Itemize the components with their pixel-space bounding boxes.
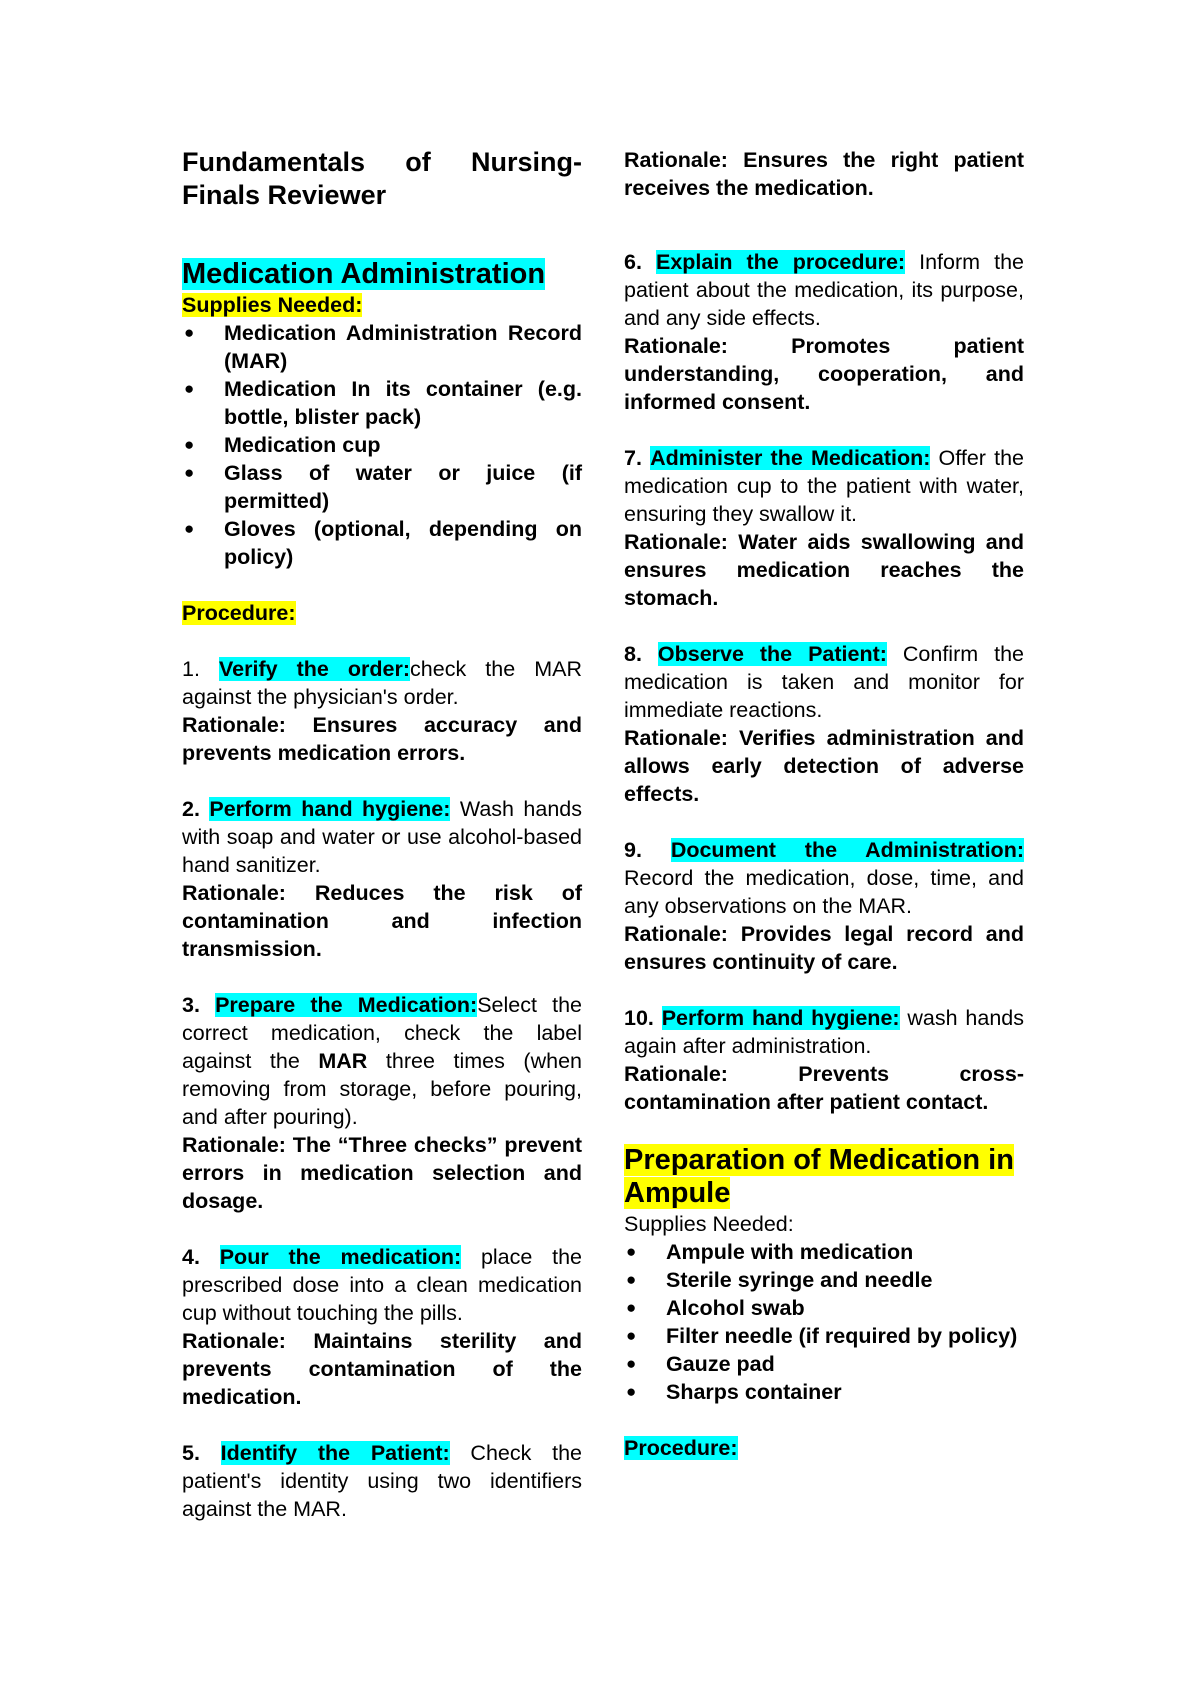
list-item: ● Ampule with medication xyxy=(624,1238,1024,1266)
step-10: 10. Perform hand hygiene: wash hands again after administration. Rationale: Prevents cross-contamination after patient contact. xyxy=(624,1006,1024,1114)
rationale: Rationale: Reduces the risk of contamination and infection transmission. xyxy=(182,881,582,961)
step-heading: Observe the Patient: xyxy=(657,642,887,666)
step-3: 3. Prepare the Medication:Select the correct medication, check the label against the MAR three times (when removing from storage, before pouring, and after pouring). Rationale: The “Three checks” prevent errors in medication selection and dosage. xyxy=(182,993,582,1213)
rationale: Rationale: Promotes patient understanding, cooperation, and informed consent. xyxy=(624,334,1024,414)
step-1: 1. Verify the order:check the MAR against the physician's order. Rationale: Ensures accuracy and prevents medication errors. xyxy=(182,657,582,765)
section-heading-medication-administration: Medication Administration xyxy=(182,258,546,290)
rationale: Rationale: Ensures the right patient receives the medication. xyxy=(624,148,1024,200)
step-9: 9. Document the Administration: Record the medication, dose, time, and any observations on the MAR. Rationale: Provides legal record and ensures continuity of care. xyxy=(624,838,1024,974)
rationale: Rationale: Water aids swallowing and ensures medication reaches the stomach. xyxy=(624,530,1024,610)
rationale: Rationale: Ensures accuracy and prevents medication errors. xyxy=(182,713,582,765)
step-8: 8. Observe the Patient: Confirm the medication is taken and monitor for immediate reactions. Rationale: Verifies administration and allows early detection of adverse effects. xyxy=(624,642,1024,806)
list-item: ● Medication In its container (e.g. bottle, blister pack) xyxy=(182,375,582,431)
right-column xyxy=(624,146,1024,1462)
supplies-label: Supplies Needed: xyxy=(624,1212,794,1236)
step-heading: Document the Administration: xyxy=(670,838,1024,862)
rationale: Rationale: Maintains sterility and prevents contamination of the medication. xyxy=(182,1329,582,1409)
procedure-label: Procedure: xyxy=(182,601,296,625)
step-heading: Explain the procedure: xyxy=(655,250,906,274)
step-4: 4. Pour the medication: place the prescribed dose into a clean medication cup without touching the pills. Rationale: Maintains sterility and prevents contamination of the medication. xyxy=(182,1245,582,1409)
step-heading: Perform hand hygiene: xyxy=(661,1006,900,1030)
left-column xyxy=(182,146,582,1523)
list-item: ● Alcohol swab xyxy=(624,1294,1024,1322)
list-item: ● Medication Administration Record (MAR) xyxy=(182,319,582,375)
list-item: ● Sharps container xyxy=(624,1378,1024,1406)
step-heading: Verify the order: xyxy=(219,657,411,681)
list-item: ● Medication cup xyxy=(182,431,582,459)
procedure-label: Procedure: xyxy=(624,1436,738,1460)
supplies-list xyxy=(624,1238,1024,1406)
rationale: Rationale: The “Three checks” prevent errors in medication selection and dosage. xyxy=(182,1133,582,1213)
list-item: ● Glass of water or juice (if permitted) xyxy=(182,459,582,515)
supplies-list xyxy=(182,319,582,571)
list-item: ● Filter needle (if required by policy) xyxy=(624,1322,1024,1350)
supplies-label: Supplies Needed: xyxy=(182,293,363,317)
rationale: Rationale: Provides legal record and ensures continuity of care. xyxy=(624,922,1024,974)
list-item: ● Gauze pad xyxy=(624,1350,1024,1378)
step-6: 6. Explain the procedure: Inform the patient about the medication, its purpose, and any side effects. Rationale: Promotes patient understanding, cooperation, and informed consent. xyxy=(624,250,1024,414)
rationale: Rationale: Prevents cross-contamination after patient contact. xyxy=(624,1062,1024,1114)
document-title: Fundamentals of Nursing- Finals Reviewer xyxy=(182,147,582,210)
step-heading: Perform hand hygiene: xyxy=(209,797,451,821)
list-item: ● Gloves (optional, depending on policy) xyxy=(182,515,582,571)
list-item: ● Sterile syringe and needle xyxy=(624,1266,1024,1294)
rationale: Rationale: Verifies administration and allows early detection of adverse effects. xyxy=(624,726,1024,806)
step-heading: Pour the medication: xyxy=(219,1245,462,1269)
step-7: 7. Administer the Medication: Offer the medication cup to the patient with water, ensuring they swallow it. Rationale: Water aids swallowing and ensures medication reaches the stomach. xyxy=(624,446,1024,610)
step-5: 5. Identify the Patient: Check the patient's identity using two identifiers against the MAR. xyxy=(182,1441,582,1521)
step-2: 2. Perform hand hygiene: Wash hands with soap and water or use alcohol-based hand sanitizer. Rationale: Reduces the risk of contamination and infection transmission. xyxy=(182,797,582,961)
section-heading-ampule: Preparation of Medication in Ampule xyxy=(624,1144,1014,1209)
step-heading: Prepare the Medication: xyxy=(215,993,478,1017)
step-heading: Identify the Patient: xyxy=(220,1441,450,1465)
step-heading: Administer the Medication: xyxy=(650,446,931,470)
